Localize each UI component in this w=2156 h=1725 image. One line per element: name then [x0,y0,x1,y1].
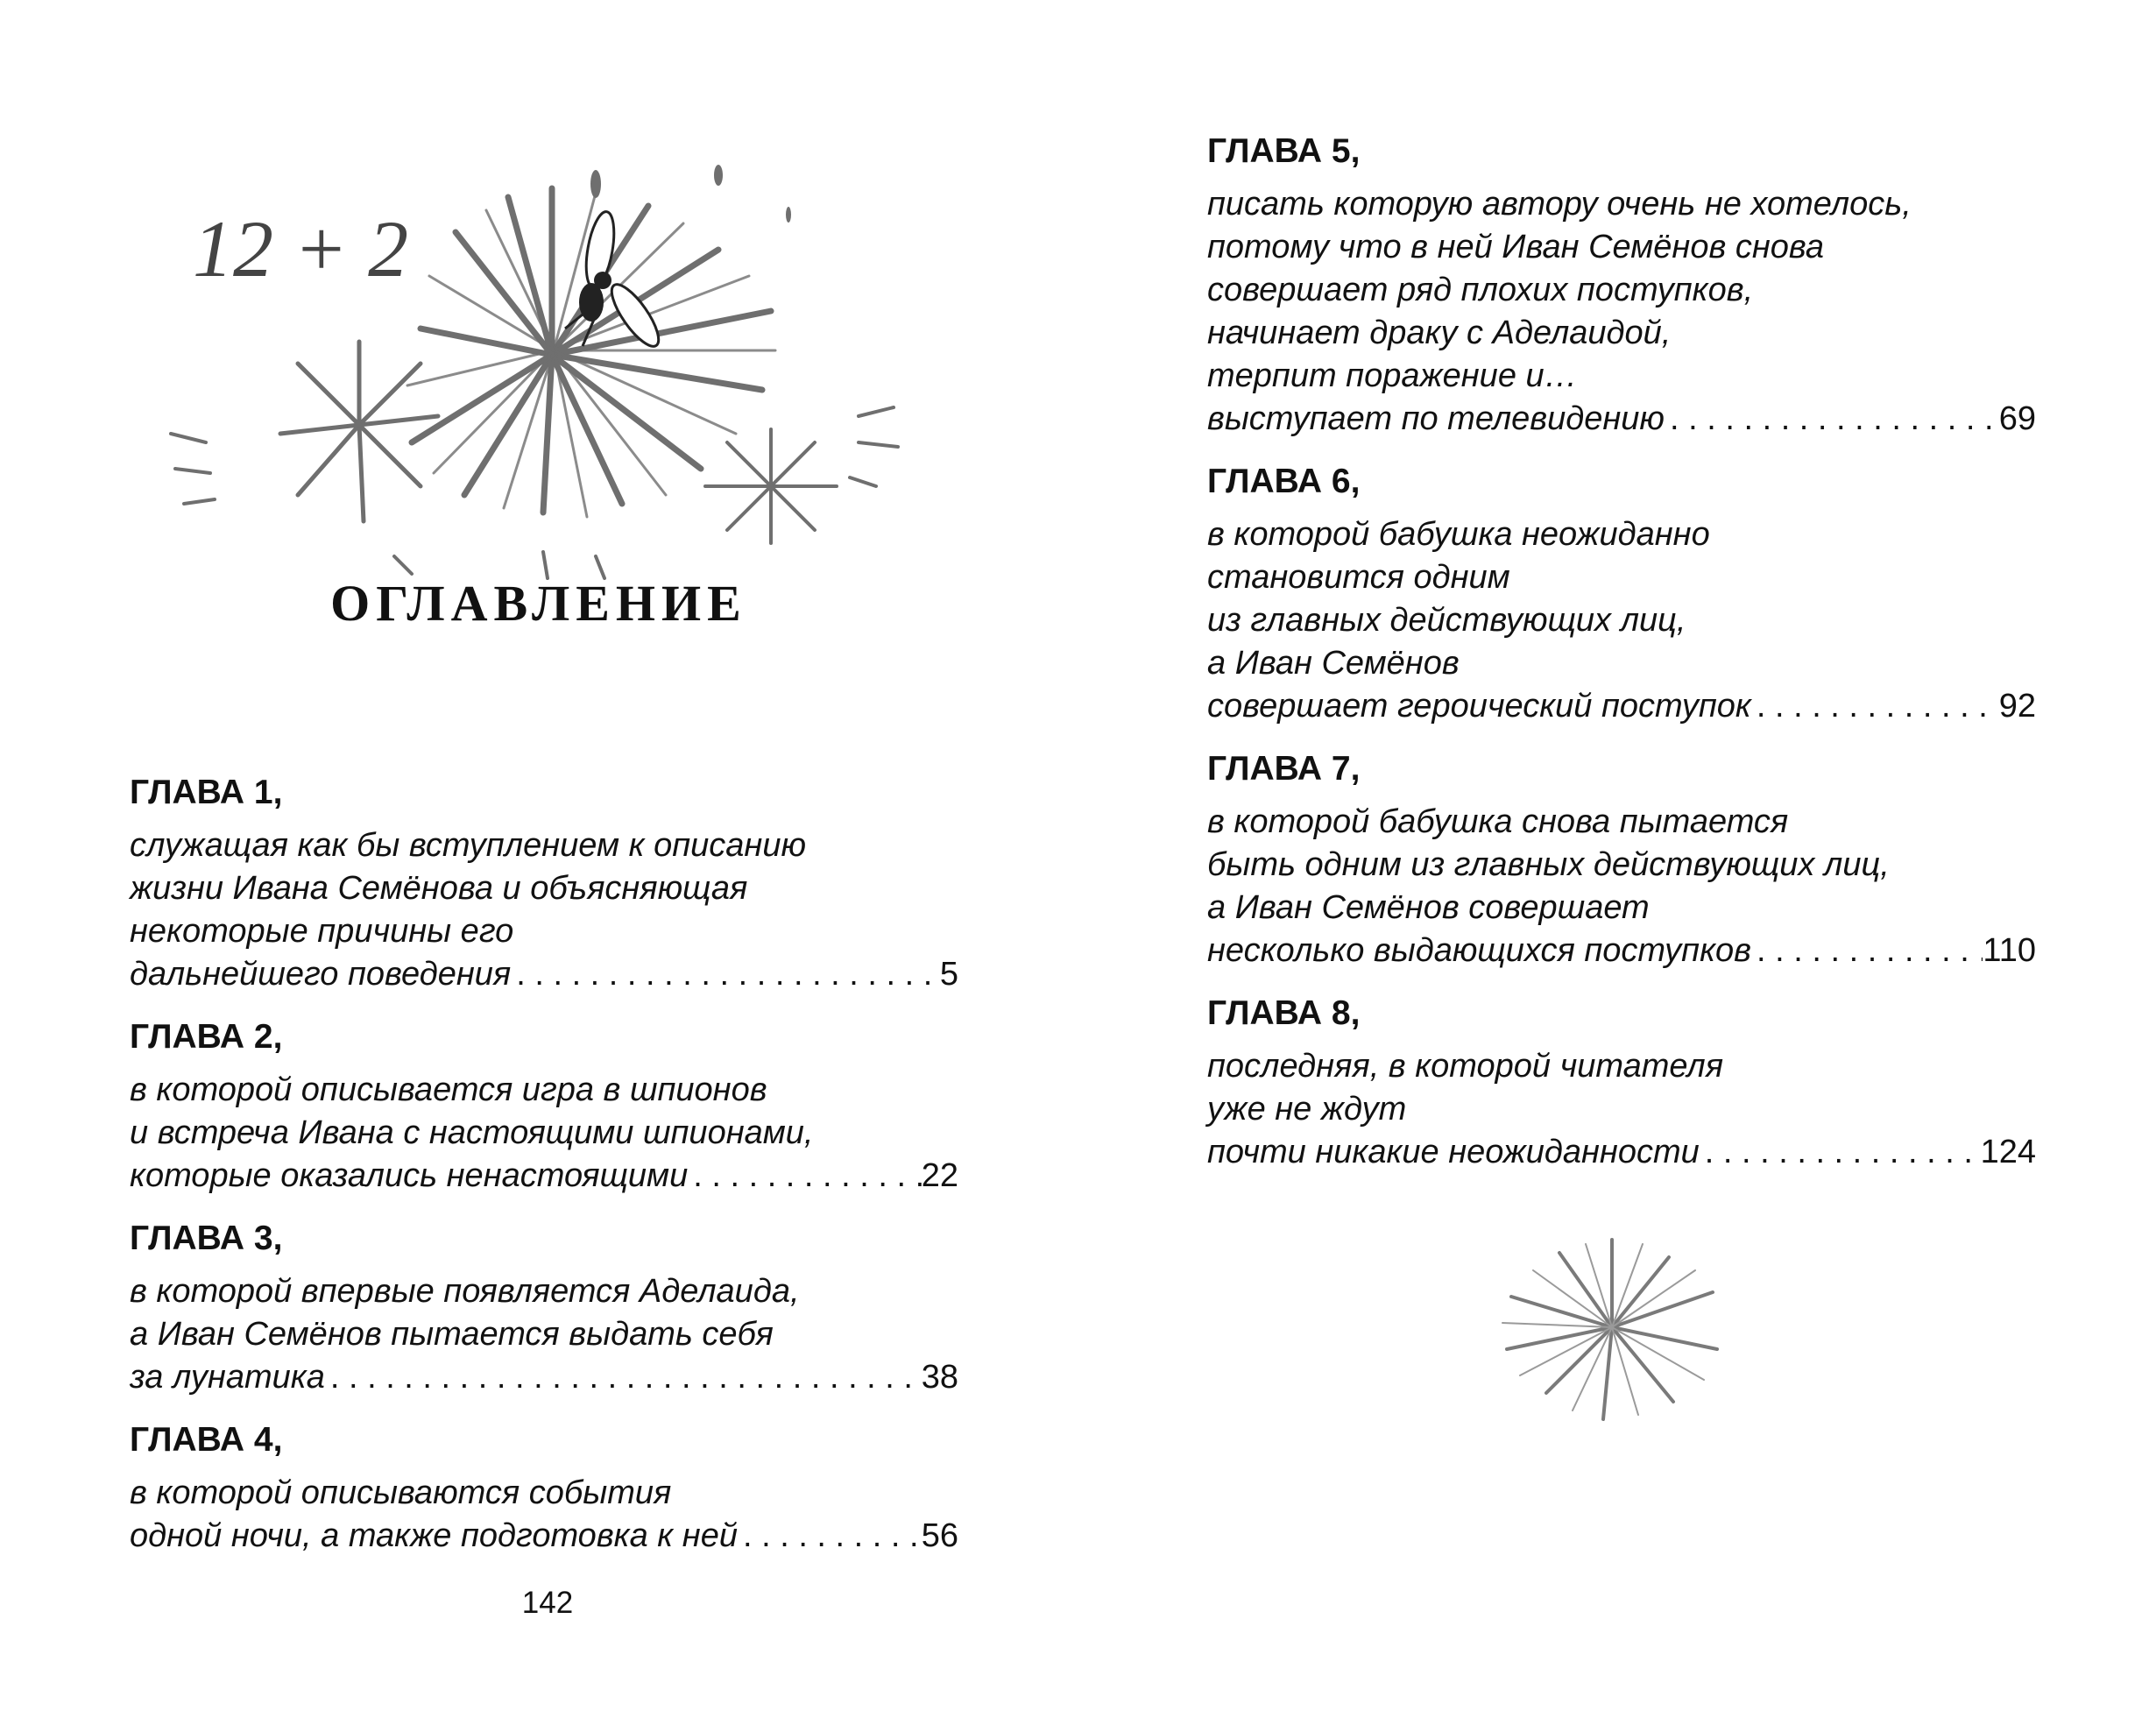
chapter-desc-line: служащая как бы вступлением к описанию [130,827,807,864]
toc-chapter-6[interactable] [1207,460,2036,728]
chapter-heading: ГЛАВА 5, [1207,132,1361,170]
toc-chapter-4[interactable] [130,1418,958,1558]
chapter-last-line [130,1356,958,1399]
chapter-page-number: 5 [939,956,958,993]
fireworks-illustration [158,153,946,591]
chapter-desc-line: которые оказались ненастоящими [130,1157,689,1194]
page-number: 142 [521,1586,574,1620]
toc-chapter-1[interactable] [130,771,958,996]
toc-chapter-5[interactable] [1207,130,2036,441]
chapter-desc-line: несколько выдающихся поступков [1207,932,1752,969]
chapter-desc-line: некоторые причины его [130,913,514,950]
dot-leader [688,1155,921,1198]
dot-leader [738,1515,922,1558]
chapter-desc-line: в которой описываются события [130,1474,672,1511]
toc-chapter-3[interactable] [130,1217,958,1399]
firework-sparks [590,165,791,223]
star-burst-icon [1498,1227,1726,1428]
chapter-page-number: 92 [1998,688,2036,725]
chapter-desc-line: начинает драку с Аделаидой, [1207,315,1672,351]
chapter-desc-line: из главных действующих лиц, [1207,602,1686,639]
page-title: ОГЛАВЛЕНИЕ [330,575,747,632]
chapter-last-line [1207,930,2036,972]
illustration-text: 12 + 2 [193,204,409,293]
chapter-heading: ГЛАВА 6, [1207,463,1361,500]
toc-right [1207,130,2036,1193]
chapter-desc-line: становится одним [1207,559,1510,596]
chapter-desc-line: быть одним из главных действующих лиц, [1207,846,1890,883]
chapter-desc-line: выступает по телевидению [1207,400,1665,437]
chapter-page-number: 22 [921,1157,958,1194]
chapter-desc-line: дальнейшего поведения [130,956,512,993]
chapter-desc-line: совершает ряд плохих поступков, [1207,272,1754,308]
chapter-desc-line: а Иван Семёнов [1207,645,1460,682]
chapter-page-number: 69 [1998,400,2036,437]
dot-leader [1665,398,1999,441]
chapter-desc-line: в которой бабушка неожиданно [1207,516,1710,553]
chapter-page-number: 56 [921,1517,958,1554]
chapter-heading: ГЛАВА 8, [1207,994,1361,1032]
dot-leader [1751,930,1983,972]
chapter-heading: ГЛАВА 1, [130,774,283,811]
chapter-desc-line: совершает героический поступок [1207,688,1751,725]
toc-chapter-7[interactable] [1207,747,2036,972]
chapter-last-line [130,953,958,996]
chapter-desc-line: жизни Ивана Семёнова и объясняющая [130,870,748,907]
chapter-desc-line: и встреча Ивана с настоящими шпионами, [130,1114,814,1151]
chapter-desc-line: потому что в ней Иван Семёнов снова [1207,229,1825,265]
chapter-last-line [1207,398,2036,441]
chapter-desc-line: писать которую автору очень не хотелось, [1207,186,1912,223]
chapter-heading: ГЛАВА 7, [1207,750,1361,788]
chapter-desc-line: за лунатика [130,1359,325,1396]
chapter-desc-line: терпит поражение и… [1207,357,1578,394]
chapter-desc-line: уже не ждут [1207,1091,1407,1128]
chapter-page-number: 124 [1980,1134,2036,1170]
chapter-last-line [1207,1131,2036,1174]
chapter-heading: ГЛАВА 4, [130,1421,283,1459]
chapter-heading: ГЛАВА 3, [130,1220,283,1257]
firework-burst-left [280,342,438,521]
dot-leader [325,1356,922,1399]
chapter-desc-line: почти никакие неожиданности [1207,1134,1700,1170]
chapter-page-number: 38 [921,1359,958,1396]
dot-leader [1751,685,1999,728]
chapter-heading: ГЛАВА 2, [130,1018,283,1056]
toc-chapter-8[interactable] [1207,992,2036,1174]
dot-leader [511,953,940,996]
chapter-desc-line: а Иван Семёнов пытается выдать себя [130,1316,774,1353]
bee-icon [565,209,667,352]
toc-left [130,771,958,1577]
chapter-last-line [1207,685,2036,728]
chapter-desc-line: последняя, в которой читателя [1207,1048,1724,1085]
chapter-desc-line: в которой описывается игра в шпионов [130,1071,767,1108]
chapter-last-line [130,1515,958,1558]
chapter-desc-line: в которой впервые появляется Аделаида, [130,1273,800,1310]
toc-chapter-2[interactable] [130,1015,958,1198]
chapter-last-line [130,1155,958,1198]
dot-leader [1700,1131,1981,1174]
chapter-page-number: 110 [1983,932,2036,969]
chapter-desc-line: а Иван Семёнов совершает [1207,889,1650,926]
chapter-desc-line: в которой бабушка снова пытается [1207,803,1789,840]
firework-burst-right [705,429,837,543]
chapter-desc-line: одной ночи, а также подготовка к ней [130,1517,738,1554]
